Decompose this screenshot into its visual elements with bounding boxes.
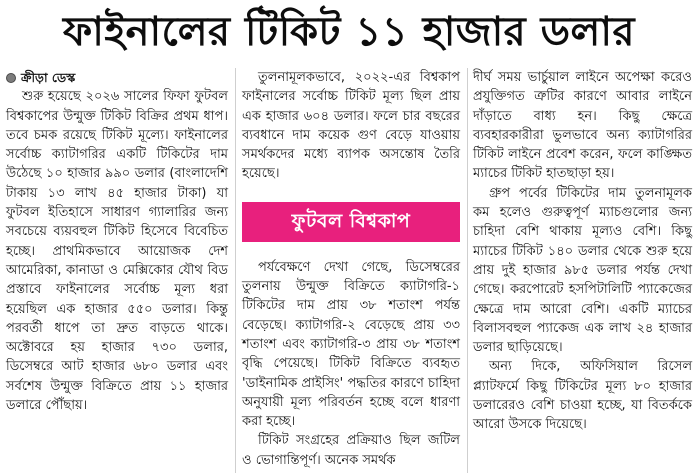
column-divider xyxy=(467,68,468,473)
headline: ফাইনালের টিকিট ১১ হাজার ডলার xyxy=(63,9,635,55)
byline xyxy=(6,68,228,87)
paragraph: শুরু হয়েছে ২০২৬ সালের ফিফা ফুটবল বিশ্বকাপের উন্মুক্ত টিকিট বিক্রির প্রথম ধাপ। তবে চমক রয়েছে টিকিট মূল্যে। ফাইনালের সর্বোচ্চ ক্যাটাগরির একটি টিকিটের দাম উঠেছে ১০ হাজার ৯৯০ ডলার (বাংলাদেশি টাকায় ১৩ লাখ ৪৫ হাজার টাকা) যা ফুটবল ইতিহাসে সাধারণ গ্যালারির জন্য সবচেয়ে ব্যয়বহুল টিকিট হিসেবে বিবেচিত হচ্ছে। প্রাথমিকভাবে আয়োজক দেশ আমেরিকা, কানাডা ও মেক্সিকোর যৌথ বিড প্রস্তাবে ফাইনালের সর্বোচ্চ মূল্য ধরা হয়েছিল এক হাজার ৫৫০ ডলার। কিন্তু পরবর্তী ধাপে তা দ্রুত বাড়তে থাকে। অক্টোবরে হয় হাজার ৭৩০ ডলার, ডিসেম্বরে আট হাজার ৬৮০ ডলার এবং সর্বশেষ উন্মুক্ত বিক্রিতে প্রায় ১১ হাজার ডলারে পৌঁছায়। xyxy=(6,89,228,414)
section-banner: ফুটবল বিশ্বকাপ xyxy=(242,202,460,242)
bullet-icon xyxy=(6,73,16,83)
article-column-3 xyxy=(473,68,692,435)
article-column-2 xyxy=(242,68,460,470)
paragraph: টিকিট সংগ্রহের প্রক্রিয়াও ছিল জটিল ও ভোগান্তিপূর্ণ। অনেক সমর্থক xyxy=(242,433,460,468)
paragraph: দীর্ঘ সময় ভার্চুয়াল লাইনে অপেক্ষা করেও প্রযুক্তিগত ত্রুটির কারণে আবার লাইনে দাঁড়াতে বাধ্য হন। কিছু ক্ষেত্রে ব্যবহারকারীরা ভুলভাবে অন্য ক্যাটাগরির টিকিট লাইনে প্রবেশ করেন, ফলে কাঙ্ক্ষিত ম্যাচের টিকিট হাতছাড়া হয়। xyxy=(473,70,692,182)
paragraph: পর্যবেক্ষণে দেখা গেছে, ডিসেম্বরের তুলনায় উন্মুক্ত বিক্রিতে ক্যাটাগরি-১ টিকিটের দাম প্রায় ৩৮ শতাংশ পর্যন্ত বেড়েছে। ক্যাটাগরি-২ বেড়েছে প্রায় ৩৩ শতাংশ এবং ক্যাটাগরি-৩ প্রায় ৩৮ শতাংশ বৃদ্ধি পেয়েছে। টিকিট বিক্রিতে ব্যবহৃত 'ডাইনামিক প্রাইসিং' পদ্ধতির কারণে চাহিদা অনুযায়ী মূল্য পরিবর্তন হচ্ছে বলে ধারণা করা হচ্ছে। xyxy=(242,259,460,430)
paragraph: অন্য দিকে, অফিসিয়াল রিসেল প্ল্যাটফর্মে কিছু টিকিটের মূল্য ৮০ হাজার ডলারেরও বেশি চাওয়া হচ্ছে, যা বিতর্ককে আরো উসকে দিয়েছে। xyxy=(473,359,692,433)
paragraph: গ্রুপ পর্বের টিকিটের দাম তুলনামূলক কম হলেও গুরুত্বপূর্ণ ম্যাচগুলোর জন্য চাহিদা বেশি থাকায় মূল্যও বেশি। কিছু ম্যাচের টিকিট ১৪০ ডলার থেকে শুরু হয়ে প্রায় দুই হাজার ৯৮৫ ডলার পর্যন্ত দেখা গেছে। করপোরেট হসপিটালিটি প্যাকেজের ক্ষেত্রে দাম আরো বেশি। একটি ম্যাচের বিলাসবহুল প্যাকেজ এক লাখ ২৪ হাজার ডলার ছাড়িয়েছে। xyxy=(473,185,692,356)
column-divider xyxy=(235,68,236,473)
paragraph: তুলনামূলকভাবে, ২০২২-এর বিশ্বকাপ ফাইনালের সর্বোচ্চ টিকিট মূল্য ছিল প্রায় এক হাজার ৬০৪ ডলার। ফলে চার বছরের ব্যবধানে দাম কয়েক গুণ বেড়ে যাওয়ায় সমর্থকদের মধ্যে ব্যাপক অসন্তোষ তৈরি হয়েছে। xyxy=(242,70,460,182)
byline-text: ক্রীড়া ডেস্ক xyxy=(21,70,76,85)
article-column-1 xyxy=(6,68,228,415)
